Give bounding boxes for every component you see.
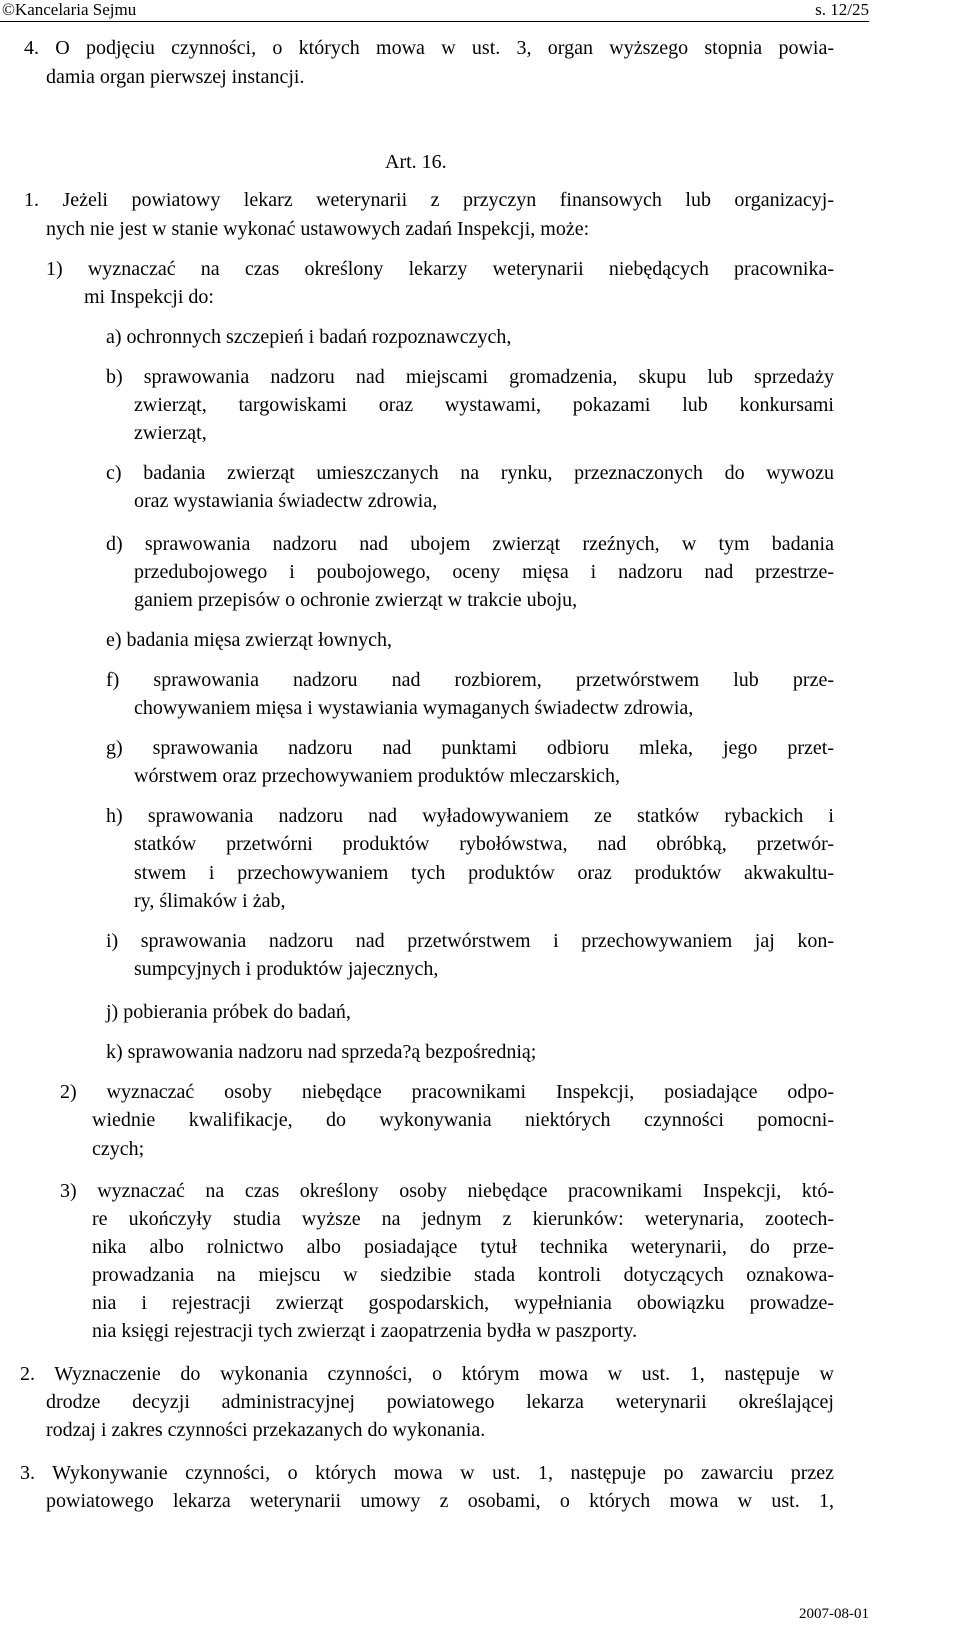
- text-line: re ukończyły studia wyższe na jednym z kierunków: weterynaria, zootech-: [92, 1208, 834, 1230]
- text-line: 1. Jeżeli powiatowy lekarz weterynarii z przyczyn finansowych lub organizacyj-: [24, 189, 834, 211]
- text-line: d) sprawowania nadzoru nad ubojem zwierząt rzeźnych, w tym badania: [106, 533, 834, 555]
- text-line: powiatowego lekarza weterynarii umowy z osobami, o których mowa w ust. 1,: [46, 1490, 834, 1512]
- text-line: stwem i przechowywaniem tych produktów oraz produktów akwakultu-: [134, 862, 834, 884]
- text-line: przedubojowego i poubojowego, oceny mięsa i nadzoru nad przestrze-: [134, 561, 834, 583]
- text-line: i) sprawowania nadzoru nad przetwórstwem i przechowywaniem jaj kon-: [106, 930, 834, 952]
- text-line: statków przetwórni produktów rybołówstwa, nad obróbką, przetwór-: [134, 833, 834, 855]
- text-line: wiednie kwalifikacje, do wykonywania niektórych czynności pomocni-: [92, 1109, 834, 1131]
- text-line: 3) wyznaczać na czas określony osoby niebędące pracownikami Inspekcji, któ-: [60, 1180, 834, 1202]
- text-line: prowadzania na miejscu w siedzibie stada kontroli dotyczących oznakowa-: [92, 1264, 834, 1286]
- text-line: nika albo rolnictwo albo posiadające tytuł technika weterynarii, do prze-: [92, 1236, 834, 1258]
- text-line: nia księgi rejestracji tych zwierząt i zaopatrzenia bydła w paszporty.: [92, 1320, 638, 1342]
- text-line: zwierząt,: [134, 422, 207, 444]
- text-line: j) pobierania próbek do badań,: [106, 1001, 351, 1023]
- page-header: [0, 0, 960, 22]
- text-line: wórstwem oraz przechowywaniem produktów mleczarskich,: [134, 765, 620, 787]
- text-line: oraz wystawiania świadectw zdrowia,: [134, 490, 438, 512]
- footer-date: 2007-08-01: [799, 1606, 869, 1622]
- header-rule: [0, 21, 869, 22]
- text-line: a) ochronnych szczepień i badań rozpoznawczych,: [106, 326, 512, 348]
- text-line: 3. Wykonywanie czynności, o których mowa w ust. 1, następuje po zawarciu przez: [20, 1462, 834, 1484]
- text-line: drodze decyzji administracyjnej powiatowego lekarza weterynarii określającej: [46, 1391, 834, 1413]
- text-line: f) sprawowania nadzoru nad rozbiorem, przetwórstwem lub prze-: [106, 669, 834, 691]
- text-line: nych nie jest w stanie wykonać ustawowych zadań Inspekcji, może:: [46, 218, 590, 240]
- text-line: h) sprawowania nadzoru nad wyładowywaniem ze statków rybackich i: [106, 805, 834, 827]
- text-line: damia organ pierwszej instancji.: [46, 66, 305, 88]
- text-line: 1) wyznaczać na czas określony lekarzy weterynarii niebędących pracownika-: [46, 258, 834, 280]
- text-line: e) badania mięsa zwierząt łownych,: [106, 629, 392, 651]
- text-line: 4. O podjęciu czynności, o których mowa w ust. 3, organ wyższego stopnia powia-: [24, 37, 834, 59]
- header-source: ©Kancelaria Sejmu: [2, 0, 137, 19]
- text-line: k) sprawowania nadzoru nad sprzeda?ą bezpośrednią;: [106, 1041, 537, 1063]
- text-line: ganiem przepisów o ochronie zwierząt w trakcie uboju,: [134, 589, 578, 611]
- text-line: c) badania zwierząt umieszczanych na rynku, przeznaczonych do wywozu: [106, 462, 834, 484]
- text-line: czych;: [92, 1138, 145, 1160]
- text-line: 2. Wyznaczenie do wykonania czynności, o którym mowa w ust. 1, następuje w: [20, 1363, 834, 1385]
- text-line: rodzaj i zakres czynności przekazanych do wykonania.: [46, 1419, 486, 1441]
- text-line: ry, ślimaków i żab,: [134, 890, 286, 912]
- text-line: zwierząt, targowiskami oraz wystawami, pokazami lub konkursami: [134, 394, 834, 416]
- text-line: 2) wyznaczać osoby niebędące pracownikami Inspekcji, posiadające odpo-: [60, 1081, 834, 1103]
- text-line: b) sprawowania nadzoru nad miejscami gromadzenia, skupu lub sprzedaży: [106, 366, 834, 388]
- text-line: g) sprawowania nadzoru nad punktami odbioru mleka, jego przet-: [106, 737, 834, 759]
- page-number: s. 12/25: [815, 0, 869, 19]
- article-heading: Art. 16.: [385, 151, 447, 173]
- text-line: sumpcyjnych i produktów jajecznych,: [134, 958, 439, 980]
- text-line: nia i rejestracji zwierząt gospodarskich, wypełniania obowiązku prowadze-: [92, 1292, 834, 1314]
- text-line: chowywaniem mięsa i wystawiania wymaganych świadectw zdrowia,: [134, 697, 694, 719]
- text-line: mi Inspekcji do:: [84, 286, 214, 308]
